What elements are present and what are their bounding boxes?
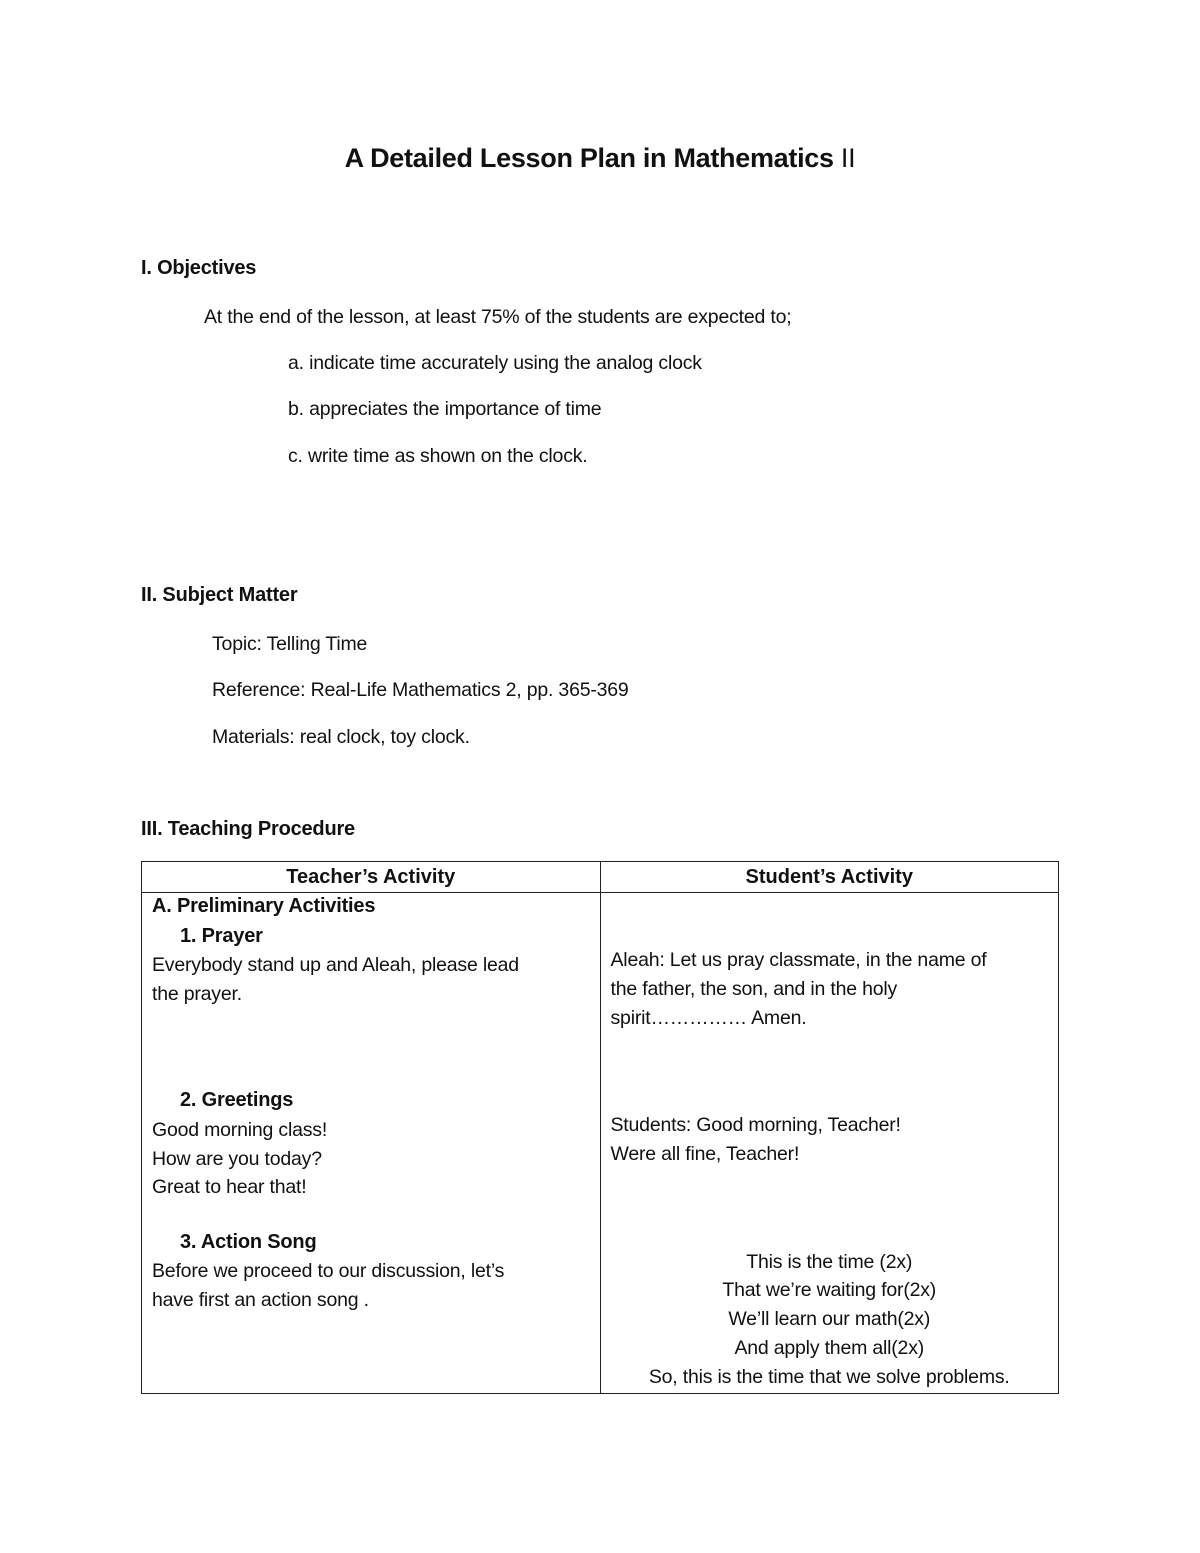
teacher-activity-cell: [142, 893, 601, 1394]
column-header-teacher: Teacher’s Activity: [142, 862, 601, 893]
table-header-row: [142, 862, 1059, 893]
objective-item-b: b. appreciates the importance of time: [288, 398, 602, 420]
song-lyric-line: We’ll learn our math(2x): [728, 1308, 931, 1330]
action-song-heading: 3. Action Song: [180, 1231, 317, 1253]
song-lyric-line: And apply them all(2x): [734, 1337, 925, 1359]
page-title: [0, 143, 1200, 174]
title-suffix: II: [840, 143, 856, 173]
title-main: A Detailed Lesson Plan in Mathematics: [344, 143, 834, 173]
column-header-student: Student’s Activity: [600, 862, 1059, 893]
song-lyric-line: That we’re waiting for(2x): [722, 1279, 937, 1301]
prayer-heading: 1. Prayer: [180, 925, 263, 947]
prayer-text-line: the prayer.: [152, 983, 242, 1005]
song-lyric-line: This is the time (2x): [746, 1251, 913, 1273]
student-activity-cell: [600, 893, 1059, 1394]
greetings-text-line: How are you today?: [152, 1148, 322, 1170]
song-lyric-line: So, this is the time that we solve problems.: [648, 1366, 1010, 1388]
subject-reference: Reference: Real-Life Mathematics 2, pp. 365-369: [212, 679, 629, 701]
objective-item-a: a. indicate time accurately using the analog clock: [288, 352, 702, 374]
greetings-heading: 2. Greetings: [180, 1089, 294, 1111]
objective-item-c: c. write time as shown on the clock.: [288, 445, 588, 467]
student-greetings-line: Students: Good morning, Teacher!: [610, 1114, 901, 1136]
greetings-text-line: Great to hear that!: [152, 1176, 307, 1198]
greetings-text-line: Good morning class!: [152, 1119, 328, 1141]
subject-materials: Materials: real clock, toy clock.: [212, 726, 470, 748]
preliminary-activities-heading: A. Preliminary Activities: [152, 895, 376, 917]
subject-topic: Topic: Telling Time: [212, 633, 368, 655]
procedure-table: [141, 861, 1059, 1394]
prayer-text-line: Everybody stand up and Aleah, please lead: [152, 954, 519, 976]
procedure-heading: III. Teaching Procedure: [141, 818, 355, 840]
student-prayer-line: Aleah: Let us pray classmate, in the name of: [610, 949, 987, 971]
student-greetings-line: Were all fine, Teacher!: [610, 1143, 800, 1165]
subject-matter-heading: II. Subject Matter: [141, 584, 298, 606]
student-prayer-line: spirit…………… Amen.: [610, 1007, 807, 1029]
action-song-text-line: have first an action song .: [152, 1289, 369, 1311]
objectives-intro: At the end of the lesson, at least 75% of the students are expected to;: [204, 306, 792, 328]
student-prayer-line: the father, the son, and in the holy: [610, 978, 898, 1000]
objectives-heading: I. Objectives: [141, 257, 257, 279]
table-row: [142, 893, 1059, 1394]
action-song-text-line: Before we proceed to our discussion, let’s: [152, 1260, 505, 1282]
